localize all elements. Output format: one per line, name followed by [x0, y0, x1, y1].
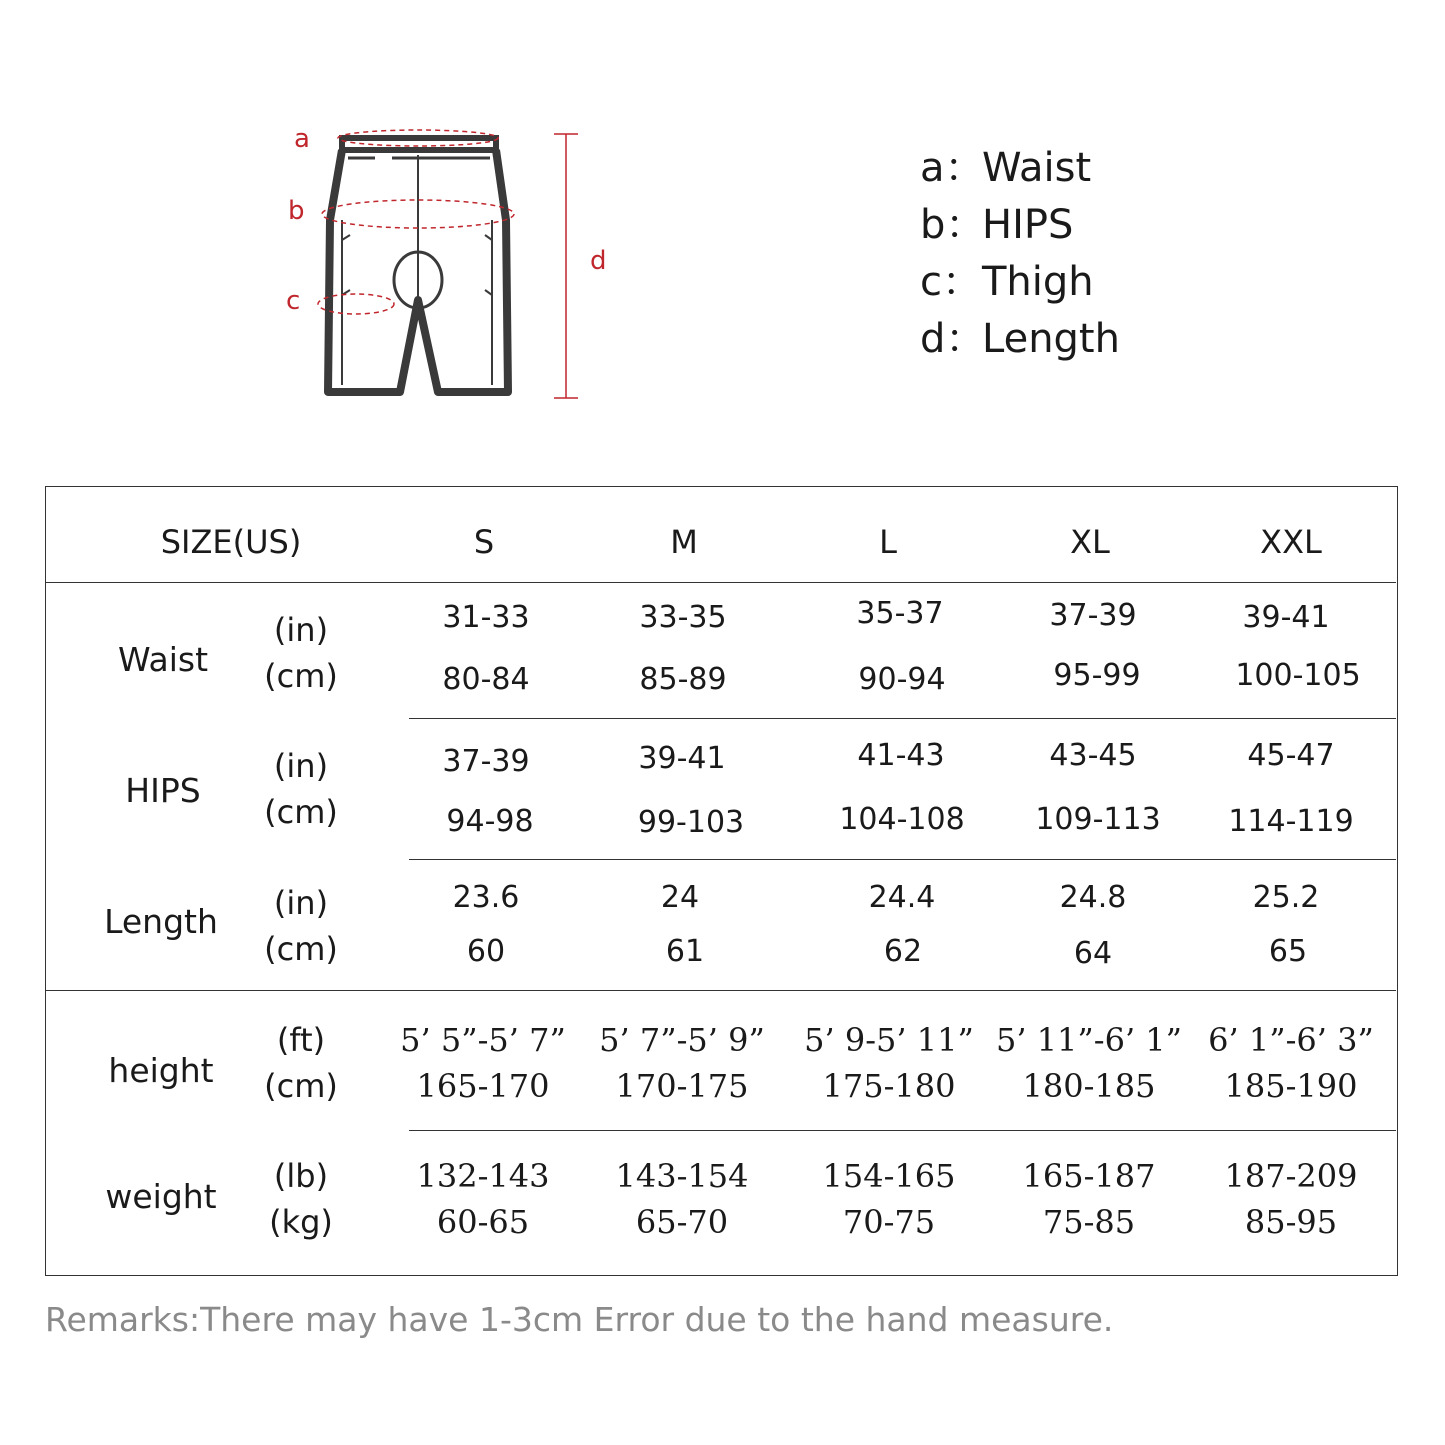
row-label-waist: Waist	[117, 640, 209, 679]
unit-in: (in)	[273, 747, 329, 785]
measurement-legend	[920, 140, 1120, 368]
divider-body	[46, 990, 1396, 991]
row-label-length: Length	[104, 902, 218, 941]
cell-waist-in-xxl: 39-41	[1242, 600, 1330, 635]
cell-length-in-xl: 24.8	[1059, 880, 1127, 915]
cell-length-in-l: 24.4	[868, 880, 936, 915]
cell-weight-kg-xxl: 85-95	[1244, 1203, 1338, 1241]
remarks-note: Remarks:There may have 1-3cm Error due to the hand measure.	[45, 1300, 1114, 1339]
cell-hips-in-m: 39-41	[638, 741, 726, 776]
cell-weight-lb-xl: 165-187	[1022, 1157, 1156, 1195]
cell-height-cm-s: 165-170	[416, 1067, 550, 1105]
cell-height-cm-xxl: 185-190	[1224, 1067, 1358, 1105]
unit-cm: (cm)	[264, 657, 338, 695]
cell-hips-in-s: 37-39	[442, 744, 530, 779]
cell-height-cm-l: 175-180	[822, 1067, 956, 1105]
label-c: c	[286, 286, 301, 316]
cell-weight-kg-s: 60-65	[436, 1203, 530, 1241]
cell-length-cm-xxl: 65	[1268, 934, 1308, 969]
cell-hips-cm-xxl: 114-119	[1228, 804, 1354, 839]
legend-item-thigh: c：Thigh	[920, 259, 1094, 305]
cell-length-cm-l: 62	[883, 934, 923, 969]
unit-cm: (cm)	[264, 793, 338, 831]
header-size-s: S	[473, 523, 495, 561]
cell-weight-lb-s: 132-143	[416, 1157, 550, 1195]
legend-item-waist: a：Waist	[920, 145, 1092, 191]
cell-waist-in-m: 33-35	[639, 600, 727, 635]
cell-hips-in-xxl: 45-47	[1247, 738, 1335, 773]
row-label-hips: HIPS	[125, 771, 201, 810]
cell-weight-kg-m: 65-70	[635, 1203, 729, 1241]
cell-weight-kg-l: 70-75	[842, 1203, 936, 1241]
cell-waist-cm-m: 85-89	[639, 662, 727, 697]
cell-waist-in-xl: 37-39	[1049, 598, 1137, 633]
cell-height-ft-xxl: 6’ 1”-6’ 3”	[1208, 1021, 1374, 1059]
unit-lb: (lb)	[273, 1157, 329, 1195]
cell-height-ft-s: 5’ 5”-5’ 7”	[400, 1021, 566, 1059]
cell-height-ft-xl: 5’ 11”-6’ 1”	[995, 1021, 1182, 1059]
cell-weight-lb-m: 143-154	[615, 1157, 749, 1195]
divider-height	[409, 1130, 1396, 1131]
cell-waist-in-l: 35-37	[856, 596, 944, 631]
cell-weight-kg-xl: 75-85	[1042, 1203, 1136, 1241]
divider-header	[46, 582, 1396, 583]
cell-weight-lb-l: 154-165	[822, 1157, 956, 1195]
divider-hips	[409, 859, 1396, 860]
shorts-outline-icon	[270, 110, 630, 420]
label-b: b	[288, 196, 305, 226]
cell-waist-cm-l: 90-94	[858, 662, 946, 697]
header-size-xl: XL	[1070, 523, 1110, 561]
header-size-l: L	[879, 523, 897, 561]
cell-waist-cm-xxl: 100-105	[1235, 658, 1361, 693]
cell-waist-in-s: 31-33	[442, 600, 530, 635]
row-label-weight: weight	[105, 1177, 217, 1216]
divider-waist	[409, 718, 1396, 719]
unit-cm: (cm)	[264, 930, 338, 968]
unit-cm: (cm)	[264, 1067, 338, 1105]
label-a: a	[294, 124, 310, 154]
cell-hips-in-xl: 43-45	[1049, 738, 1137, 773]
cell-waist-cm-s: 80-84	[442, 662, 530, 697]
cell-length-in-xxl: 25.2	[1252, 880, 1320, 915]
cell-hips-cm-l: 104-108	[839, 802, 965, 837]
cell-hips-cm-m: 99-103	[637, 805, 745, 840]
cell-height-ft-m: 5’ 7”-5’ 9”	[599, 1021, 765, 1059]
header-size-label: SIZE(US)	[160, 523, 302, 561]
header-size-xxl: XXL	[1260, 523, 1322, 561]
cell-weight-lb-xxl: 187-209	[1224, 1157, 1358, 1195]
legend-item-hips: b：HIPS	[920, 202, 1074, 248]
cell-hips-cm-xl: 109-113	[1035, 802, 1161, 837]
unit-in: (in)	[273, 611, 329, 649]
cell-hips-cm-s: 94-98	[446, 804, 534, 839]
shorts-measurement-diagram	[270, 110, 630, 420]
cell-length-in-m: 24	[660, 880, 700, 915]
cell-length-cm-m: 61	[665, 934, 705, 969]
cell-length-cm-xl: 64	[1073, 936, 1113, 971]
cell-waist-cm-xl: 95-99	[1053, 658, 1141, 693]
unit-ft: (ft)	[276, 1021, 326, 1059]
cell-hips-in-l: 41-43	[857, 738, 945, 773]
legend-item-length: d：Length	[920, 316, 1120, 362]
unit-in: (in)	[273, 884, 329, 922]
cell-length-cm-s: 60	[466, 934, 506, 969]
header-size-m: M	[670, 523, 698, 561]
cell-length-in-s: 23.6	[452, 880, 520, 915]
cell-height-cm-xl: 180-185	[1022, 1067, 1156, 1105]
label-d: d	[590, 246, 607, 276]
row-label-height: height	[108, 1051, 214, 1090]
cell-height-ft-l: 5’ 9-5’ 11”	[804, 1021, 974, 1059]
size-chart-table	[45, 486, 1398, 1276]
cell-height-cm-m: 170-175	[615, 1067, 749, 1105]
unit-kg: (kg)	[269, 1203, 333, 1241]
